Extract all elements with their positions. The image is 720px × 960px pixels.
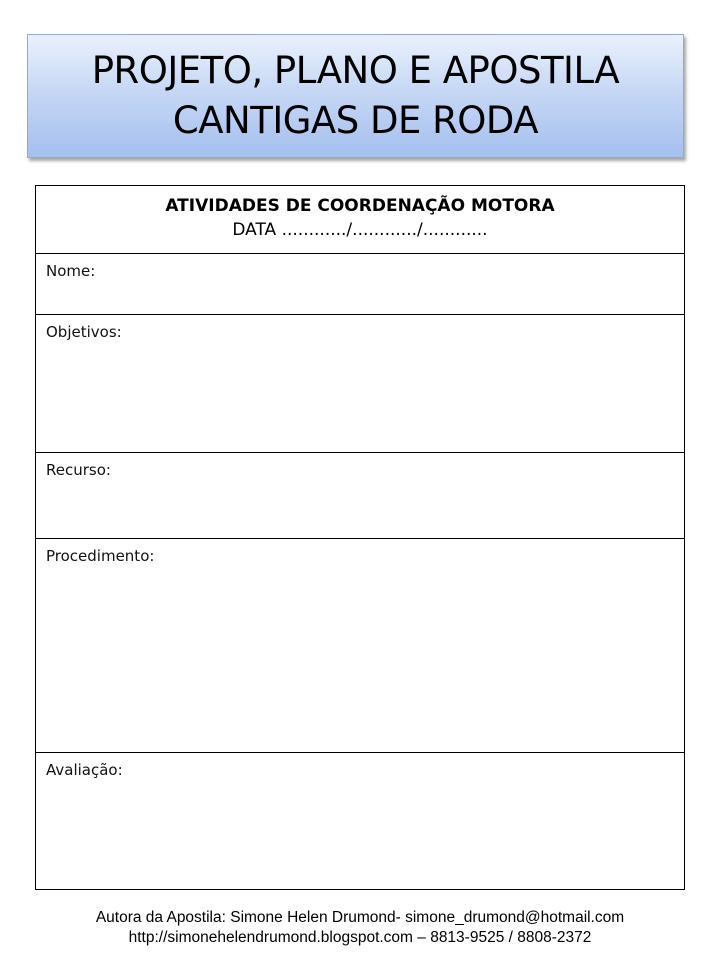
title-line-2: CANTIGAS DE RODA — [172, 99, 539, 142]
activity-form — [35, 185, 685, 890]
field-nome-label: Nome: — [46, 262, 96, 280]
title-line-1: PROJETO, PLANO E APOSTILA — [91, 49, 620, 92]
field-avaliacao-label: Avaliação: — [46, 761, 123, 779]
date-line: DATA ............/............/............ — [232, 220, 488, 240]
form-heading: ATIVIDADES DE COORDENAÇÃO MOTORA — [165, 196, 555, 216]
footer — [0, 908, 720, 948]
field-procedimento-label: Procedimento: — [46, 547, 155, 565]
field-recurso[interactable] — [36, 453, 684, 539]
field-procedimento[interactable] — [36, 539, 684, 753]
field-objetivos-label: Objetivos: — [46, 323, 122, 341]
footer-contact-line: http://simonehelendrumond.blogspot.com – 8813-9525 / 8808-2372 — [128, 929, 592, 946]
field-nome[interactable] — [36, 254, 684, 315]
title-banner — [27, 34, 684, 158]
field-avaliacao[interactable] — [36, 753, 684, 889]
footer-author-line: Autora da Apostila: Simone Helen Drumond- simone_drumond@hotmail.com — [95, 909, 625, 926]
field-objetivos[interactable] — [36, 315, 684, 453]
field-recurso-label: Recurso: — [46, 461, 111, 479]
form-header — [36, 186, 684, 254]
